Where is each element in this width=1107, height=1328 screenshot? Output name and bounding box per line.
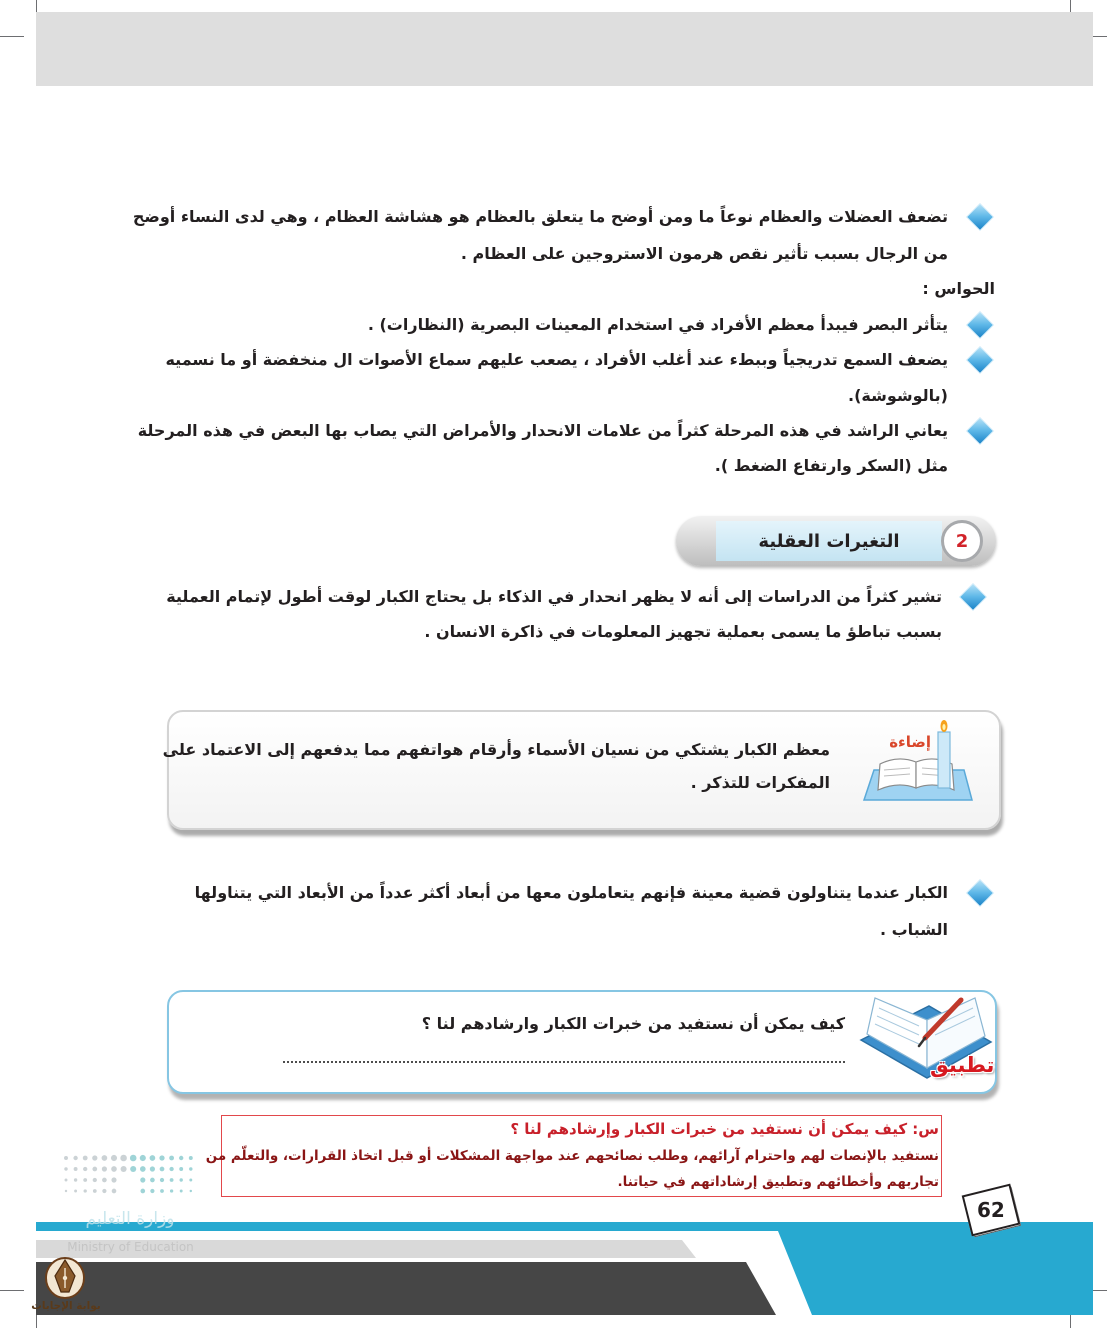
logo-dot <box>140 1166 146 1172</box>
logo-dot <box>189 1167 192 1170</box>
answer-text-line: تجاربهم وأخطائهم وتطبيق إرشاداتهم في حياتنا. <box>617 1174 939 1190</box>
highlight-label: إضاءة <box>889 733 931 751</box>
logo-dot <box>180 1178 183 1181</box>
page-number: 62 <box>977 1198 1005 1222</box>
bullet-text-line: يضعف السمع تدريجياً وببطء عند أغلب الأفراد ، يصعب عليهم سماع الأصوات ال منخفضة أو ما نسميه <box>165 350 948 369</box>
logo-dot <box>140 1155 146 1161</box>
logo-dot <box>150 1178 155 1183</box>
logo-dot <box>74 1190 77 1193</box>
logo-dot <box>93 1178 97 1182</box>
logo-dot <box>83 1178 87 1182</box>
answer-blank-line <box>283 1061 845 1063</box>
diamond-bullet-icon <box>960 584 985 609</box>
logo-dot <box>169 1167 173 1171</box>
pen-nib-logo-icon <box>44 1254 86 1300</box>
ministry-name-english: Ministry of Education <box>67 1240 194 1254</box>
logo-dot <box>111 1155 117 1161</box>
logo-dot <box>83 1156 88 1161</box>
logo-dot <box>179 1167 183 1171</box>
logo-dot <box>64 1156 68 1160</box>
apply-label: تطبيق <box>930 1053 995 1077</box>
bullet-text-line: يتأثر البصر فيبدأ معظم الأفراد في استخدام المعينات البصرية (النظارات) . <box>367 315 948 334</box>
logo-dot <box>121 1166 127 1172</box>
logo-dot <box>102 1178 107 1183</box>
logo-dot <box>169 1156 174 1161</box>
header-band <box>36 12 1093 86</box>
highlight-text-line: المفكرات للتذكر . <box>690 773 830 792</box>
bullet-text-line: الكبار عندما يتناولون قضية معينة فإنهم يتعاملون معها من أبعاد أكثر عدداً من الأبعاد التي يتناولها <box>194 883 948 902</box>
logo-dot <box>170 1178 174 1182</box>
logo-dot <box>190 1190 192 1192</box>
ministry-name-arabic: وزارة التعليم <box>85 1209 175 1229</box>
logo-dot <box>150 1166 155 1171</box>
logo-dot <box>112 1189 117 1194</box>
diamond-bullet-icon <box>967 418 992 443</box>
logo-dot <box>160 1178 164 1182</box>
bullet-text-line: من الرجال بسبب تأثير نقص هرمون الاستروجين على العظام . <box>460 244 948 263</box>
senses-heading: الحواس : <box>922 279 995 298</box>
logo-dot <box>159 1155 164 1160</box>
logo-dot <box>84 1189 87 1192</box>
logo-dot <box>130 1155 137 1162</box>
logo-dot <box>160 1167 165 1172</box>
bullet-text-line: الشباب . <box>879 920 948 939</box>
logo-dot <box>180 1190 183 1193</box>
highlight-text-line: معظم الكبار يشتكي من نسيان الأسماء وأرقام هواتفهم مما يدفعهم إلى الاعتماد على <box>162 740 830 759</box>
site-name: بوابة الإجابات <box>31 1300 101 1312</box>
logo-dot <box>120 1155 127 1162</box>
logo-dot <box>74 1167 78 1171</box>
logo-dot <box>111 1177 116 1182</box>
bullet-text-line: بسبب تباطؤ ما يسمى بعملية تجهيز المعلومات في ذاكرة الانسان . <box>424 622 942 641</box>
diamond-bullet-icon <box>967 312 992 337</box>
bullet-text-line: مثل (السكر وارتفاع الضغط ). <box>714 456 948 475</box>
logo-dot <box>64 1167 67 1170</box>
bullet-text-line: تشير كثراً من الدراسات إلى أنه لا يظهر انحدار في الذكاء بل يحتاج الكبار لوقت أطول لإتمام العملية <box>166 587 942 606</box>
answer-text-line: نستفيد بالإنصات لهم واحترام آرائهم، وطلب نصائحهم عند مواجهة المشكلات أو قبل اتخاذ القرارات، والتعلّم من <box>205 1148 939 1164</box>
logo-dot <box>150 1189 154 1193</box>
logo-dot <box>102 1166 107 1171</box>
answer-question: س: كيف يمكن أن نستفيد من خبرات الكبار وإرشادهم لنا ؟ <box>510 1120 939 1138</box>
bullet-text-line: يعاني الراشد في هذه المرحلة كثراً من علامات الانحدار والأمراض التي يصاب بها البعض في هذه المرحلة <box>137 421 948 440</box>
logo-dot <box>140 1189 145 1194</box>
section-number-badge: 2 <box>941 520 983 562</box>
logo-dot <box>92 1167 97 1172</box>
logo-dot <box>83 1167 87 1171</box>
logo-dot <box>160 1189 164 1193</box>
diamond-bullet-icon <box>967 204 992 229</box>
logo-dot <box>74 1178 77 1181</box>
logo-dot <box>65 1179 68 1182</box>
page-number-badge <box>966 1189 1018 1233</box>
logo-dot <box>92 1155 97 1160</box>
logo-dot <box>130 1166 136 1172</box>
logo-dot <box>150 1155 156 1161</box>
logo-dot <box>93 1189 97 1193</box>
footer-bands <box>0 1215 1107 1328</box>
logo-dot <box>73 1156 77 1160</box>
logo-dot <box>140 1177 145 1182</box>
logo-dot <box>179 1156 183 1160</box>
book-candle-icon <box>860 718 975 806</box>
bullet-text-line: (بالوشوشة). <box>848 386 948 405</box>
page-number-frame <box>962 1184 1021 1237</box>
section-heading-band <box>716 521 942 561</box>
logo-dot <box>189 1179 192 1182</box>
logo-dot <box>65 1190 67 1192</box>
crop-mark <box>0 36 24 37</box>
diamond-bullet-icon <box>967 880 992 905</box>
logo-dot <box>102 1155 108 1161</box>
apply-question: كيف يمكن أن نستفيد من خبرات الكبار وارشادهم لنا ؟ <box>421 1014 845 1033</box>
logo-dot <box>111 1166 117 1172</box>
logo-dot <box>189 1156 193 1160</box>
diamond-bullet-icon <box>967 347 992 372</box>
bullet-text-line: تضعف العضلات والعظام نوعاً ما ومن أوضح ما يتعلق بالعظام هو هشاشة العظام ، وهي لدى النساء أوضح <box>132 207 948 226</box>
moe-logo-icon <box>60 1152 200 1200</box>
logo-dot <box>102 1189 106 1193</box>
logo-dot <box>170 1189 173 1192</box>
section-title: التغيرات العقلية <box>758 530 900 552</box>
